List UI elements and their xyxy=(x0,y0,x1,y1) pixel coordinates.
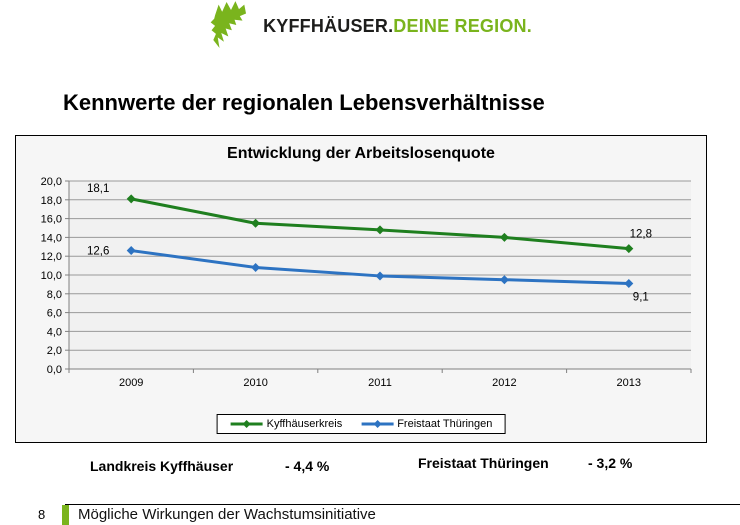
y-tick-label: 12,0 xyxy=(40,251,62,264)
data-point-label: 9,1 xyxy=(632,291,649,304)
logo xyxy=(0,0,740,52)
y-tick-label: 0,0 xyxy=(46,364,62,376)
footer-accent-bar xyxy=(62,505,69,525)
x-tick-label: 2010 xyxy=(243,377,268,389)
logo-tagline: DEINE REGION. xyxy=(393,15,532,36)
chart-title: Entwicklung der Arbeitslosenquote xyxy=(227,145,495,162)
y-tick-label: 16,0 xyxy=(40,213,62,226)
chart-legend xyxy=(217,414,506,434)
y-tick-label: 6,0 xyxy=(46,307,62,320)
legend-item xyxy=(360,418,492,430)
summary-value-freistaat: - 3,2 % xyxy=(588,455,633,471)
footer-divider xyxy=(65,504,740,505)
x-tick-label: 2012 xyxy=(492,377,517,389)
legend-marker-icon xyxy=(230,419,264,429)
logo-wordmark xyxy=(263,16,532,37)
logo-brand: KYFFHÄUSER. xyxy=(263,15,394,36)
x-tick-label: 2013 xyxy=(616,377,642,389)
footer-section-title: Mögliche Wirkungen der Wachstumsinitiative xyxy=(78,506,376,523)
data-point-label: 18,1 xyxy=(87,182,110,195)
y-tick-label: 4,0 xyxy=(46,326,62,339)
page-title: Kennwerte der regionalen Lebensverhältnisse xyxy=(63,90,545,115)
legend-marker-icon xyxy=(360,419,394,429)
legend-label: Kyffhäuserkreis xyxy=(266,418,343,430)
legend-label: Freistaat Thüringen xyxy=(397,418,493,430)
y-tick-label: 20,0 xyxy=(40,176,62,188)
y-tick-label: 18,0 xyxy=(40,194,62,207)
x-tick-label: 2009 xyxy=(118,377,144,389)
y-tick-label: 8,0 xyxy=(46,288,62,301)
y-tick-label: 10,0 xyxy=(40,270,62,282)
summary-label-landkreis: Landkreis Kyffhäuser xyxy=(90,458,234,474)
data-point-label: 12,8 xyxy=(629,228,652,241)
summary-label-freistaat: Freistaat Thüringen xyxy=(418,455,549,471)
summary-value-landkreis: - 4,4 % xyxy=(285,458,330,474)
legend-item xyxy=(230,418,343,430)
y-tick-label: 2,0 xyxy=(46,345,62,358)
x-tick-label: 2011 xyxy=(368,377,392,389)
kyffhaeuser-region-map-icon xyxy=(208,0,254,50)
y-tick-label: 14,0 xyxy=(40,232,62,245)
chart-container xyxy=(15,135,707,443)
chart-svg xyxy=(16,136,706,442)
page-number: 8 xyxy=(38,507,46,522)
data-point-label: 12,6 xyxy=(87,245,110,258)
